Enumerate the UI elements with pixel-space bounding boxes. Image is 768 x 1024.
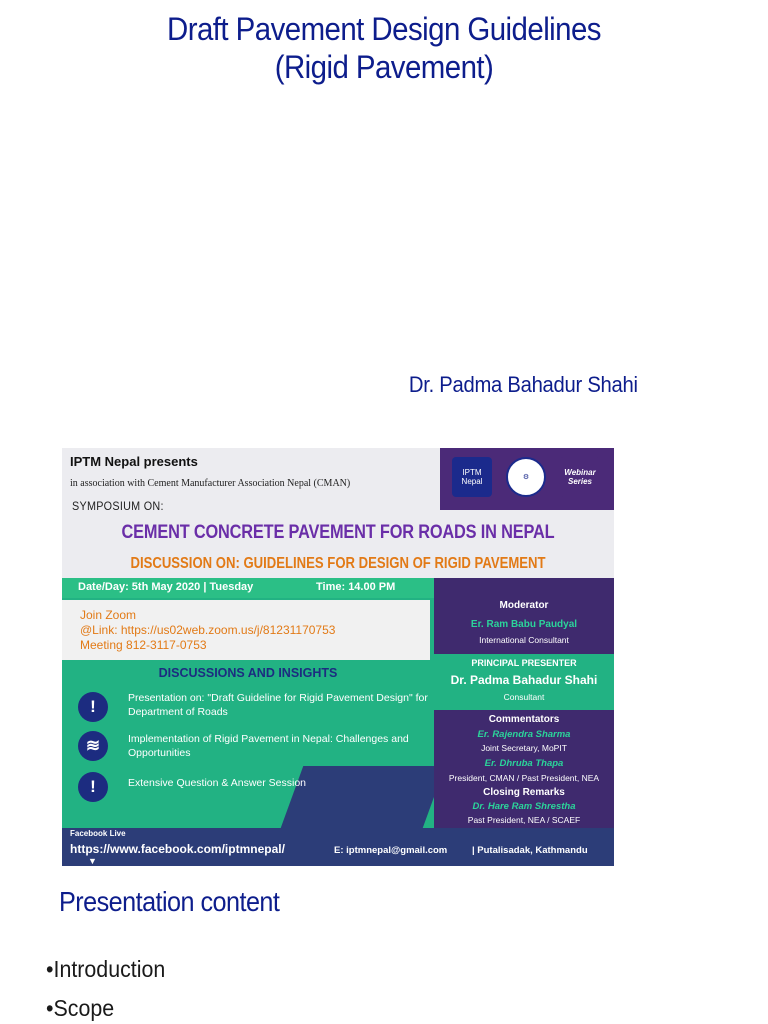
poster-date-bar xyxy=(62,578,434,598)
commentator-1-name: Er. Rajendra Sharma xyxy=(477,729,571,740)
chevron-down-icon: ▼ xyxy=(88,856,97,866)
discussion-item-3: Extensive Question & Answer Session xyxy=(128,777,307,789)
moderator-label: Moderator xyxy=(499,600,549,611)
title-line-1: Draft Pavement Design Guidelines xyxy=(167,11,601,47)
poster-headline: CEMENT CONCRETE PAVEMENT FOR ROADS IN NEPAL xyxy=(121,522,555,543)
presenter-role: Consultant xyxy=(503,692,545,702)
poster-zoom-box xyxy=(62,600,430,660)
commentators-panel xyxy=(434,710,614,828)
poster-time: Time: 14.00 PM xyxy=(316,581,396,593)
document-title xyxy=(31,10,738,86)
commentator-1-role: Joint Secretary, MoPIT xyxy=(481,743,567,753)
chart-icon: ≋ xyxy=(78,731,108,761)
poster-symposium-label: SYMPOSIUM ON: xyxy=(72,499,164,513)
symposium-poster xyxy=(62,448,614,866)
presenter-box xyxy=(434,654,614,710)
discussion-item-1: Presentation on: "Draft Guideline for Rigid Pavement Design" for Department of Roads xyxy=(128,692,428,718)
commentators-label: Commentators xyxy=(488,714,560,725)
iptm-logo-text: IPTM Nepal xyxy=(461,468,483,486)
presenter-label: PRINCIPAL PRESENTER xyxy=(471,658,577,668)
webinar-series-text: Webinar Series xyxy=(564,468,596,486)
zoom-link: @Link: https://us02web.zoom.us/j/81231170753 xyxy=(80,623,336,637)
moderator-name: Er. Ram Babu Paudyal xyxy=(470,619,578,630)
closing-label: Closing Remarks xyxy=(483,787,565,798)
author-name: Dr. Padma Bahadur Shahi xyxy=(409,372,638,397)
closing-name: Dr. Hare Ram Shrestha xyxy=(472,801,576,812)
iptm-logo-icon xyxy=(452,457,492,497)
poster-date: Date/Day: 5th May 2020 | Tuesday xyxy=(78,581,254,593)
facebook-url: https://www.facebook.com/iptmnepal/ xyxy=(70,842,285,856)
poster-logo-strip xyxy=(440,448,614,510)
content-item-2-text: Scope xyxy=(53,995,115,1021)
zoom-join: Join Zoom xyxy=(80,608,137,622)
poster-location: | Putalisadak, Kathmandu xyxy=(472,845,588,856)
webinar-series-icon xyxy=(560,457,600,497)
content-item-1-text: Introduction xyxy=(53,956,166,982)
poster-presents: IPTM Nepal presents xyxy=(70,454,198,469)
commentator-2-name: Er. Dhruba Thapa xyxy=(484,758,564,769)
title-line-2: (Rigid Pavement) xyxy=(274,49,494,85)
commentator-2-role: President, CMAN / Past President, NEA xyxy=(448,773,600,783)
presenter-name: Dr. Padma Bahadur Shahi xyxy=(450,673,598,687)
facebook-live-label: Facebook Live xyxy=(70,829,126,838)
poster-association: in association with Cement Manufacturer Association Nepal (CMAN) xyxy=(70,478,351,489)
poster-subheadline: DISCUSSION ON: GUIDELINES FOR DESIGN OF RIGID PAVEMENT xyxy=(130,555,546,572)
discussions-heading: DISCUSSIONS AND INSIGHTS xyxy=(158,666,338,680)
closing-role: Past President, NEA / SCAEF xyxy=(467,815,581,825)
shield-icon: ! xyxy=(78,772,108,802)
moderator-role: International Consultant xyxy=(479,635,569,645)
poster-email: E: iptmnepal@gmail.com xyxy=(334,845,448,856)
poster-footer xyxy=(62,828,614,866)
shield-icon: ! xyxy=(78,692,108,722)
zoom-meeting: Meeting 812-3117-0753 xyxy=(80,638,207,652)
content-item-1: •Introduction xyxy=(46,956,166,982)
section-heading: Presentation content xyxy=(59,886,280,917)
discussion-item-2: Implementation of Rigid Pavement in Nepal: Challenges and Opportunities xyxy=(128,733,409,759)
cman-logo-icon: ⚙ xyxy=(506,457,546,497)
content-item-2: •Scope xyxy=(46,995,115,1021)
